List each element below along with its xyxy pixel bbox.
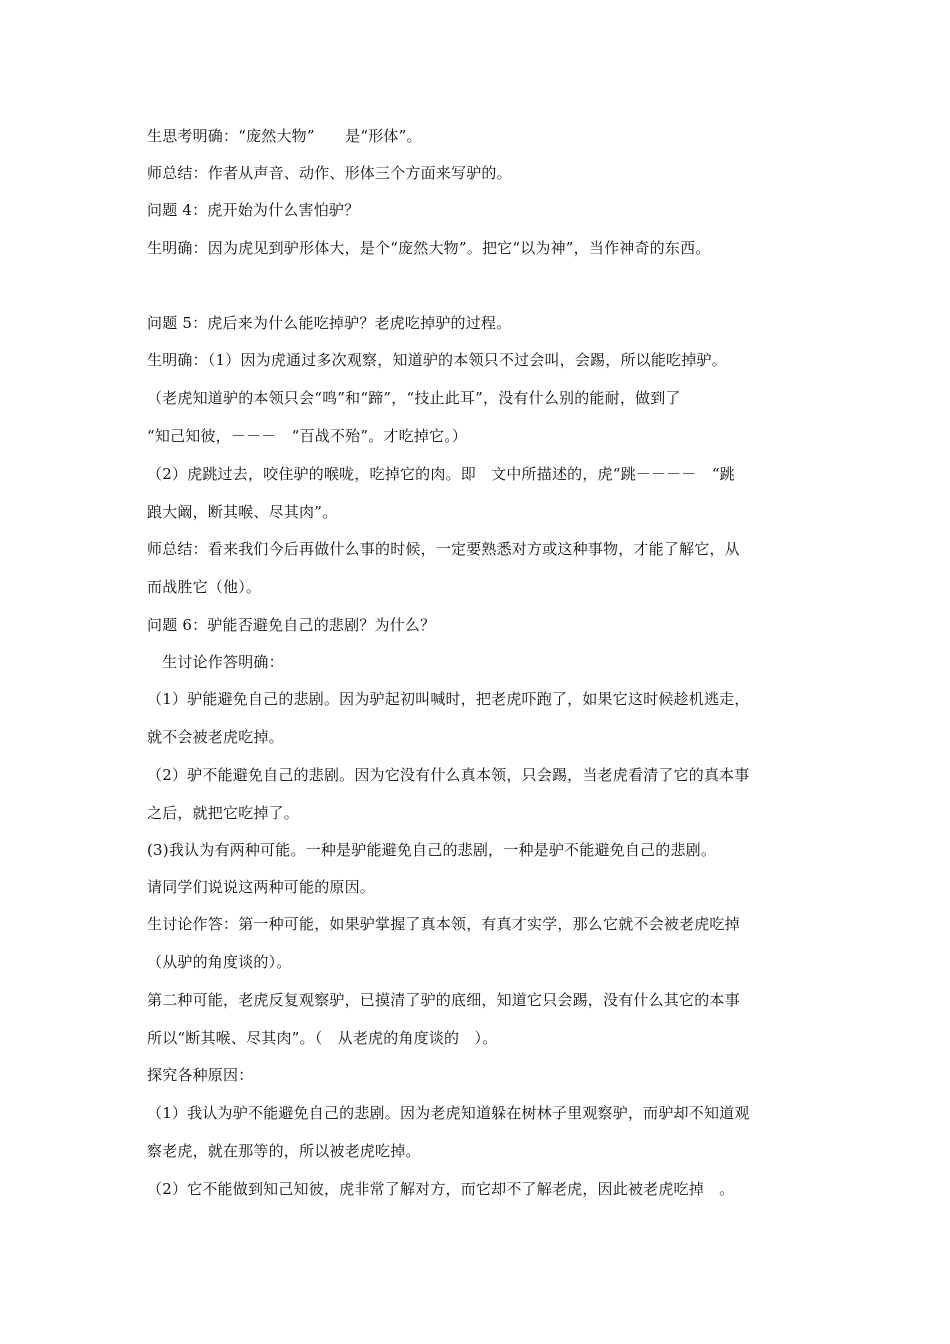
text-line: （老虎知道驴的本领只会“鸣”和“蹄”，“技止此耳”，没有什么别的能耐，做到了 xyxy=(147,389,681,407)
text-line: 师总结：看来我们今后再做什么事的时候，一定要熟悉对方或这种事物，才能了解它，从 xyxy=(147,540,740,558)
text-line: 生讨论作答明确： xyxy=(147,653,284,671)
text-line: “知己知彼，－－－ “百战不殆”。才吃掉它。） xyxy=(147,427,468,445)
text-line: 而战胜它（他）。 xyxy=(147,578,262,596)
text-line: （2）虎跳过去，咬住驴的喉咙，吃掉它的肉。即 文中所描述的，虎“跳－－－－ “跳 xyxy=(147,465,735,483)
text-line: 问题 5：虎后来为什么能吃掉驴？老虎吃掉驴的过程。 xyxy=(147,314,512,332)
text-line: （从驴的角度谈的）。 xyxy=(147,953,292,971)
text-line: 第二种可能，老虎反复观察驴，已摸清了驴的底细，知道它只会踢，没有什么其它的本事 xyxy=(147,991,740,1009)
text-line: 察老虎，就在那等的，所以被老虎吃掉。 xyxy=(147,1142,421,1160)
text-line: (3)我认为有两种可能。一种是驴能避免自己的悲剧，一种是驴不能避免自己的悲剧。 xyxy=(147,841,717,859)
text-line: 请同学们说说这两种可能的原因。 xyxy=(147,878,376,896)
text-line: 师总结：作者从声音、动作、形体三个方面来写驴的。 xyxy=(147,164,512,182)
text-line: （2）它不能做到知己知彼，虎非常了解对方，而它却不了解老虎，因此被老虎吃掉 。 xyxy=(147,1180,735,1198)
text-line: 问题 4：虎开始为什么害怕驴？ xyxy=(147,201,360,219)
text-line: （1）我认为驴不能避免自己的悲剧。因为老虎知道躲在树林子里观察驴，而驴却不知道观 xyxy=(147,1104,750,1122)
text-line: 就不会被老虎吃掉。 xyxy=(147,728,284,746)
text-line: 生明确：（1）因为虎通过多次观察，知道驴的本领只不过会叫，会踢，所以能吃掉驴。 xyxy=(147,351,727,369)
text-line: 生明确：因为虎见到驴形体大，是个“庞然大物”。把它“以为神”，当作神奇的东西。 xyxy=(147,239,711,257)
text-line: 之后，就把它吃掉了。 xyxy=(147,804,300,822)
text-line: 生思考明确：“庞然大物” 是“形体”。 xyxy=(147,127,422,145)
text-line: （2）驴不能避免自己的悲剧。因为它没有什么真本领，只会踢，当老虎看清了它的真本事 xyxy=(147,766,750,784)
text-line: 生讨论作答：第一种可能，如果驴掌握了真本领，有真才实学，那么它就不会被老虎吃掉 xyxy=(147,915,740,933)
text-line: 探究各种原因： xyxy=(147,1066,254,1084)
text-line: 所以“断其喉、尽其肉”。（ 从老虎的角度谈的 ）。 xyxy=(147,1029,498,1047)
text-line: 踉大阚，断其喉、尽其肉”。 xyxy=(147,503,338,521)
text-line: 问题 6：驴能否避免自己的悲剧？为什么？ xyxy=(147,616,436,634)
text-line: （1）驴能避免自己的悲剧。因为驴起初叫喊时，把老虎吓跑了，如果它这时候趁机逃走， xyxy=(147,690,750,708)
